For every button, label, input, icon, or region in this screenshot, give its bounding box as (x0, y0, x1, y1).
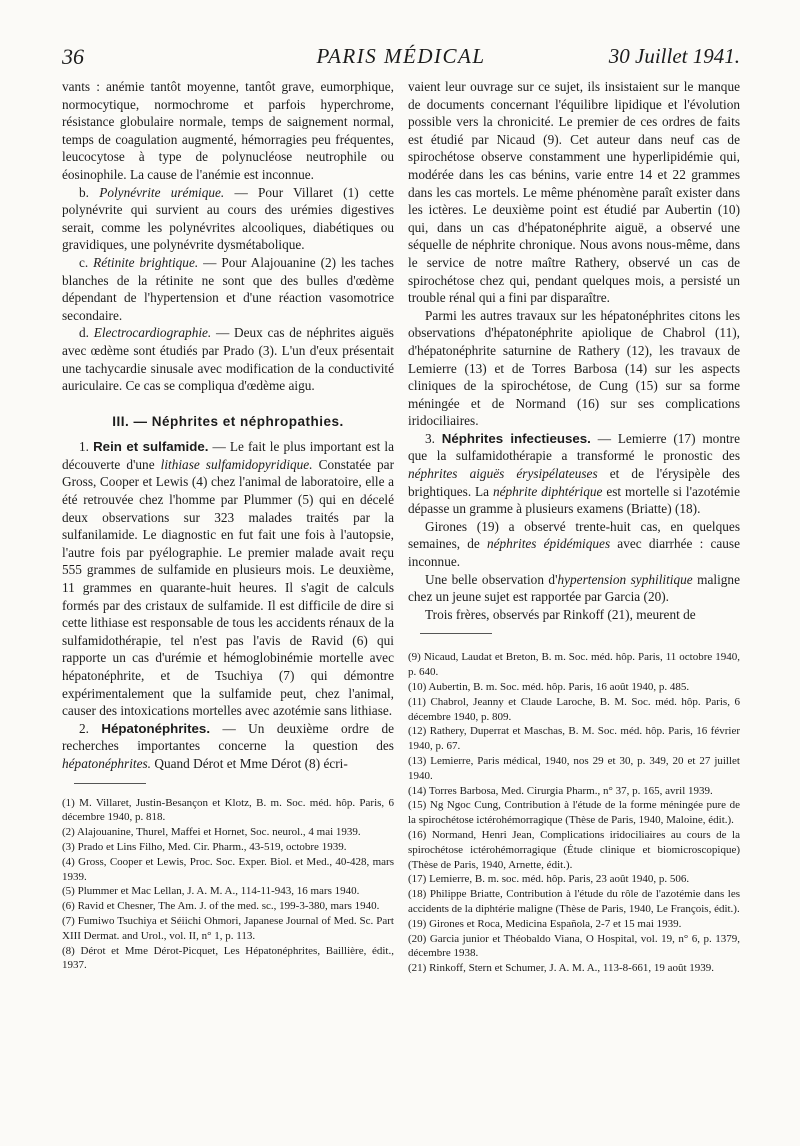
paragraph: vaient leur ouvrage sur ce sujet, ils insistaient sur le manque de documents concernant l'équilibre lipidique et l'évolution possible vers la chronicité. Le premier de ces ordres de faits est étudié par Nicaud (9). Cet auteur dans neuf cas de spirochétose observe constamment une hyperlipidémie qui, modérée dans les cas bénins, varie entre 14 et 22 grammes dans les cas mortels. Le même phénomène paraît exister dans les ictères. Le deuxième point est étudié par Aubertin (10) qui, dans un cas d'hépatonéphrite aiguë, a observé une séquelle de néphrite chronique. Nous avons nous-même, dans le service de notre maître Rathery, observé un cas de spirochétose chez qui, pendant quelques mois, a persisté un trouble rénal qui a fini par disparaître. (408, 79, 740, 306)
journal-title: PARIS MÉDICAL (316, 44, 486, 68)
footnote-divider (74, 783, 146, 784)
paragraph: 3. Néphrites infectieuses. — Lemierre (17) montre que la sulfamidothérapie a transformé le pronostic des néphrites aiguës érysipélateuses et de l'érysipèle des brightiques. La néphrite diphtérique est mortelle si l'azotémie dépasse un gramme à plusieurs examens (Briatte) (18). (408, 430, 740, 517)
footnotes (408, 650, 740, 976)
paragraph: c. Rétinite brightique. — Pour Alajouanine (2) les taches blanches de la rétinite ne sont que des bulles d'œdème dépendant de l'hypertension et d'une réaction vasomotrice secondaire. (62, 254, 394, 323)
left-column (62, 78, 394, 973)
subsection-title: Electrocardiographie. (93, 325, 212, 341)
footnote: (7) Fumiwo Tsuchiya et Séiichi Ohmori, Japanese Journal of Med. Sc. Part XIII Dermat. and Urol., vol. II, n° 1, p. 113. (62, 914, 394, 942)
footnote: (19) Girones et Roca, Medicina Española, 2-7 et 15 mai 1939. (408, 917, 682, 930)
footnote: (3) Prado et Lins Filho, Med. Cir. Pharm., 43-519, octobre 1939. (62, 840, 347, 853)
page-header (62, 44, 740, 74)
footnote: (1) M. Villaret, Justin-Besançon et Klotz, B. m. Soc. méd. hôp. Paris, 6 décembre 1940, p. 818. (62, 796, 394, 824)
paragraph: Parmi les autres travaux sur les hépatonéphrites citons les observations d'hépatonéphrite apiolique de Chabrol (11), d'hépatonéphrite saturnine de Rathery (12), les travaux de Lemierre (13) et de Torres Barbosa (14) sur les aspects cliniques de la spirochétose, de Cung (15) sur sa forme méningée et de Normand (16) sur ses complications iridociliaires. (408, 307, 740, 429)
footnote-divider (420, 633, 492, 634)
footnote: (10) Aubertin, B. m. Soc. méd. hôp. Paris, 16 août 1940, p. 485. (408, 681, 690, 693)
paragraph: vants : anémie tantôt moyenne, tantôt grave, eumorphique, normocytique, normochrome et parfois hyperchrome, résistance globulaire normale, temps de saignement normal, temps de coagulation augmenté, hémorragies peu fréquentes, leucocytose à type de polynucléose neutrophile ou éosinophile. La cause de l'anémie est inconnue. (62, 79, 394, 182)
subsection-title: Hépatonéphrites. (101, 720, 211, 736)
subsection-title: Polynévrite urémique. (99, 184, 225, 200)
footnote: (5) Plummer et Mac Lellan, J. A. M. A., 114-11-943, 16 mars 1940. (62, 885, 360, 898)
footnote: (11) Chabrol, Jeanny et Claude Laroche, B. M. Soc. méd. hôp. Paris, 6 décembre 1940, p. 809. (408, 695, 740, 723)
footnote: (14) Torres Barbosa, Med. Cirurgia Pharm., n° 37, p. 165, avril 1939. (408, 784, 713, 797)
footnote: (16) Normand, Henri Jean, Complications iridociliaires au cours de la spirochétose ictérohémorragique (Étude clinique et biomicroscopique) (Thèse de Paris, 1940, Arnette, édit.). (408, 828, 740, 871)
footnote: (18) Philippe Briatte, Contribution à l'étude du rôle de l'azotémie dans les accidents de la diphtérie maligne (Thèse de Paris, 1940, Le François, édit.). (408, 888, 740, 915)
footnote: (13) Lemierre, Paris médical, 1940, nos 29 et 30, p. 349, 20 et 27 juillet 1940. (408, 754, 740, 782)
paragraph: Une belle observation d'hypertension syphilitique maligne chez un jeune sujet est rapportée par Garcia (20). (408, 571, 740, 605)
paragraph: 2. Hépatonéphrites. — Un deuxième ordre de recherches importantes concerne la question des hépatonéphrites. Quand Dérot et Mme Dérot (8) écri- (62, 720, 394, 771)
page-number: 36 (62, 44, 84, 69)
footnote: (20) Garcia junior et Théobaldo Viana, O Hospital, vol. 19, n° 6, p. 1379, décembre 1938. (408, 932, 740, 960)
footnote: (8) Dérot et Mme Dérot-Picquet, Les Hépatonéphrites, Baillière, édit., 1937. (62, 944, 394, 972)
paragraph: 1. Rein et sulfamide. — Le fait le plus important est la découverte d'une lithiase sulfamidopyridique. Constatée par Gross, Cooper et Lewis (4) chez l'animal de laboratoire, elle a été retrouvée chez l'homme par Plummer (5) qui en décelé deux observations sur 323 malades traités par la sulfanilamide. Le diagnostic en fut fait une fois à l'autopsie, l'autre fois par pyélographie. Le premier malade avait reçu 555 grammes de sulfamide en plusieurs mois. Le deuxième, 11 grammes en quarante-huit heures. Il s'agit de calculs formés par des cristaux de sulfamide. Il est difficile de dire si cette lithiase est responsable de tous les accidents rénaux de la sulfamidothérapie, tel n'est pas l'avis de Ravid (6) qui rapporte un cas d'urémie et hémoglobinémie mortelle avec hépatonéphrite, et de Tsuchiya (7) qui démontre expérimentalement que la sulfamide peut, chez l'animal, causer des intoxications mortelles avec azotémie sans lithiase. (62, 439, 395, 719)
paragraph: d. Electrocardiographie. — Deux cas de néphrites aiguës avec œdème sont étudiés par Prado (3). L'un d'eux présentait une tachycardie sinusale avec modification de la conductivité auriculaire. Ce cas se compliqua d'œdème aigu. (62, 325, 394, 394)
paragraph: Girones (19) a observé trente-huit cas, en quelques semaines, de néphrites épidémiques avec diarrhée : cause inconnue. (408, 518, 740, 570)
footnotes (62, 796, 394, 974)
right-column (408, 78, 740, 976)
footnote: (17) Lemierre, B. m. soc. méd. hôp. Paris, 23 août 1940, p. 506. (408, 873, 690, 886)
footnote: (2) Alajouanine, Thurel, Maffei et Hornet, Soc. neurol., 4 mai 1939. (62, 826, 361, 839)
section-heading: III. — Néphrites et néphropathies. (112, 413, 344, 429)
footnote: (12) Rathery, Duperrat et Maschas, B. M. Soc. méd. hôp. Paris, 16 février 1940, p. 67. (408, 725, 740, 753)
footnote: (15) Ng Ngoc Cung, Contribution à l'étude de la forme méningée pure de la spirochétose ictérohémorragique (Thèse de Paris, 1940, Maloine, édit.). (408, 799, 740, 827)
issue-date: 30 Juillet 1941. (608, 44, 740, 68)
subsection-title: Rétinite brightique. (93, 254, 199, 270)
footnote: (6) Ravid et Chesner, The Am. J. of the med. sc., 199-3-380, mars 1940. (62, 900, 380, 913)
footnote: (9) Nicaud, Laudat et Breton, B. m. Soc. méd. hôp. Paris, 11 octobre 1940, p. 640. (408, 651, 740, 679)
footnote: (21) Rinkoff, Stern et Schumer, J. A. M. A., 113-8-661, 19 août 1939. (408, 962, 715, 975)
paragraph: b. Polynévrite urémique. — Pour Villaret (1) cette polynévrite qui survient au cours des urémies digestives serait, comme les polynévrites alcooliques, diabétiques ou gravidiques, une polynévrite dysmétabolique. (62, 184, 394, 253)
paragraph: Trois frères, observés par Rinkoff (21), meurent de (425, 606, 696, 622)
subsection-title: Rein et sulfamide. (93, 439, 209, 455)
subsection-title: Néphrites infectieuses. (441, 430, 591, 446)
footnote: (4) Gross, Cooper et Lewis, Proc. Soc. Exper. Biol. et Med., 40-428, mars 1939. (62, 855, 394, 883)
